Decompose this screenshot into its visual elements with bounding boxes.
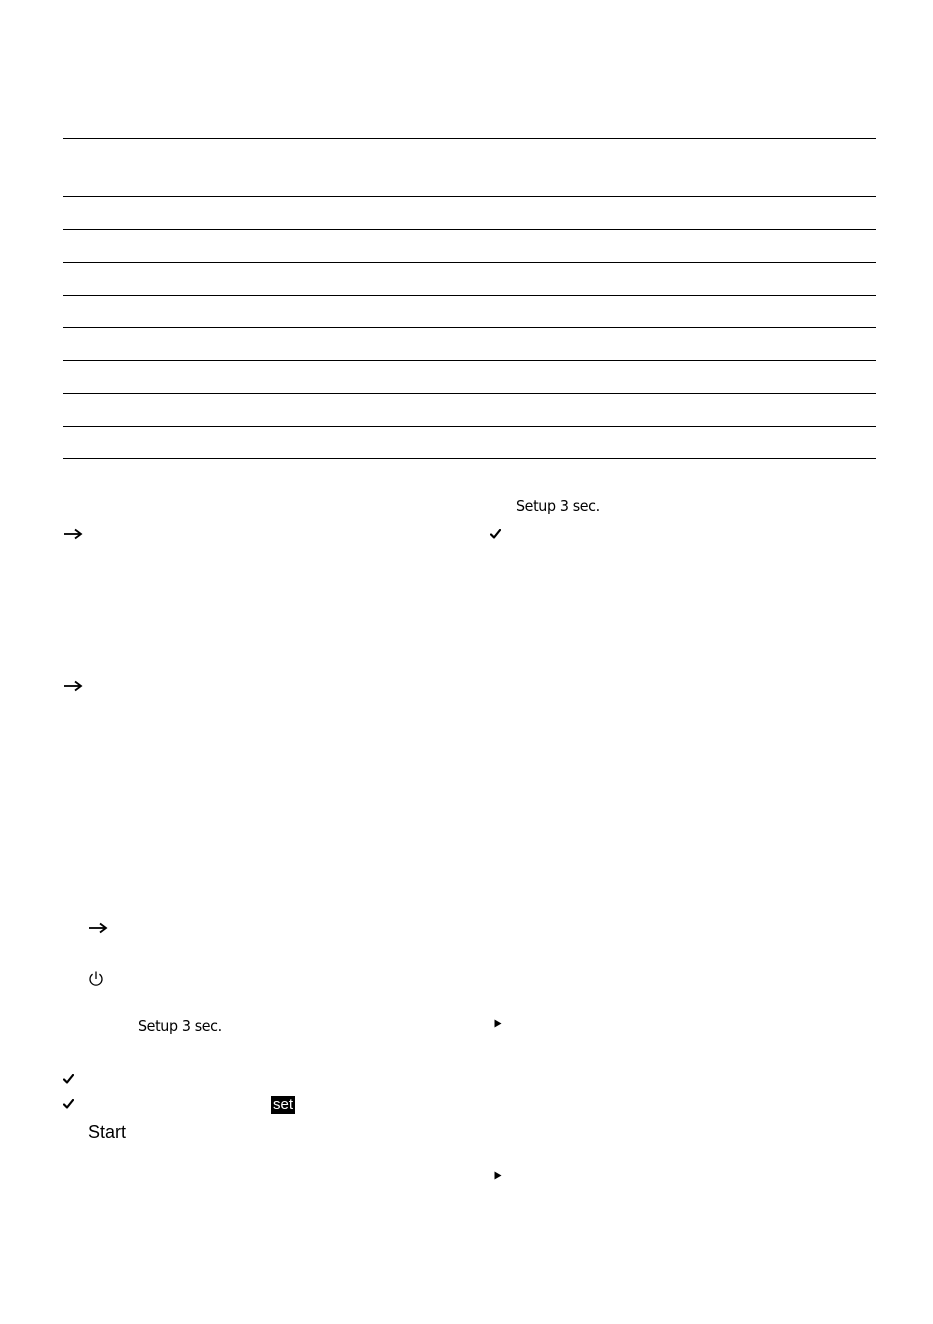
- table-rule-header: [63, 196, 876, 197]
- setup-3-sec-label: Setup 3 sec.: [516, 497, 600, 515]
- table-rule-row: [63, 393, 876, 394]
- check-icon: [490, 529, 501, 539]
- start-button-label: Start: [88, 1122, 127, 1142]
- triangle-bullet-icon: [494, 1171, 502, 1180]
- table-rule-row: [63, 426, 876, 427]
- setup-3-sec-label: Setup 3 sec.: [138, 1017, 222, 1035]
- triangle-bullet-icon: [494, 1019, 502, 1028]
- check-icon: [63, 1074, 74, 1084]
- right-arrow-icon: [88, 922, 108, 934]
- right-arrow-icon: [63, 528, 83, 540]
- table-rule-row: [63, 229, 876, 230]
- set-display-badge: set: [273, 1096, 294, 1113]
- check-icon: [63, 1099, 74, 1109]
- table-rule-top: [63, 138, 876, 139]
- right-arrow-icon: [63, 680, 83, 692]
- table-rule-row: [63, 262, 876, 263]
- table-rule-row: [63, 327, 876, 328]
- power-icon: [88, 970, 104, 988]
- table-rule-row: [63, 360, 876, 361]
- table-rule-row: [63, 295, 876, 296]
- table-rule-bottom: [63, 458, 876, 459]
